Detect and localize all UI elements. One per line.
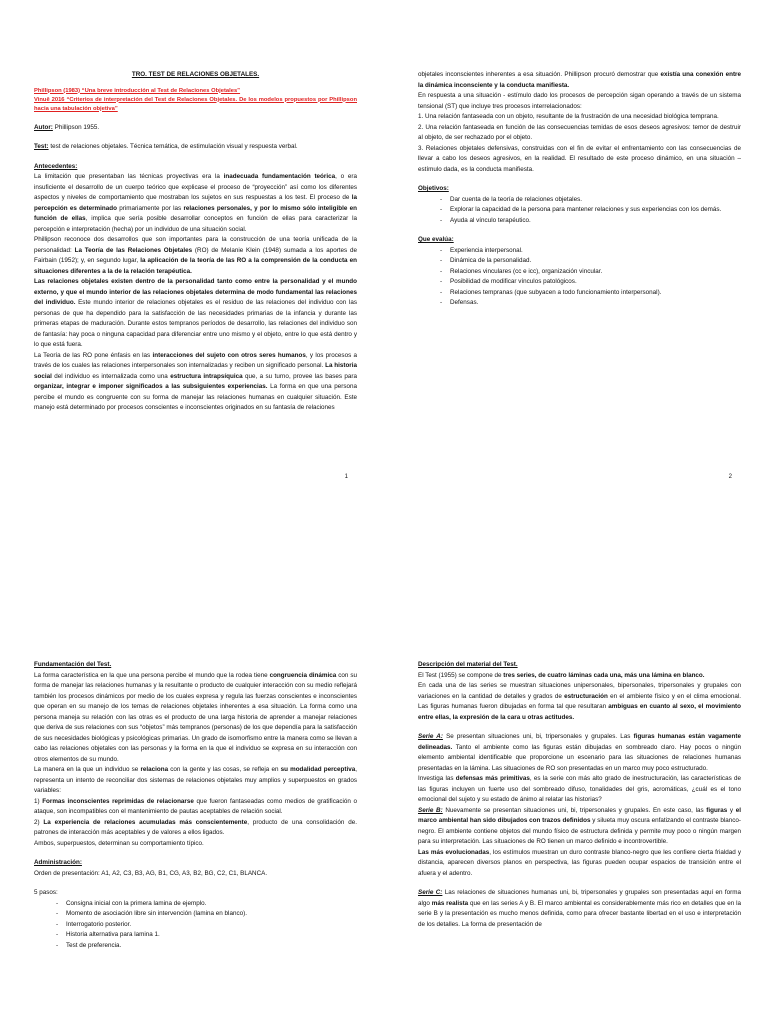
test-line: Test: test de relaciones objetales. Técnica temática, de estimulación visual y respuesta verbal. <box>34 143 298 150</box>
paragraph: En respuesta a una situación - estímulo dado los procesos de percepción sigan operando a través de un sistema tensional (ST) que incluye tres procesos interrelacionados: <box>418 92 741 110</box>
list-item: - Experiencia interpersonal. <box>440 246 741 257</box>
reference-1: Phillipson (1983) “Una breve introducción al Test de Relaciones Objetales” <box>34 87 241 94</box>
descripcion-heading: Descripción del material del Test. <box>418 661 518 668</box>
paragraph: Las más evolucionadas, los estímulos muestran un duro contraste blanco-negro que les confiere cierta frialdad y distancia, aparecen diversos planos en perspectiva, las figuras pueden ocupar espacios de transición entre el afuera y el adentro. <box>418 848 741 877</box>
fundamentacion-heading: Fundamentación del Test. <box>34 661 112 668</box>
page-1 <box>0 0 384 512</box>
page-3 <box>0 512 384 1024</box>
paragraph: La manera en la que un individuo se relaciona con la gente y las cosas, se refleja en su modalidad perceptiva, representa un intento de reconciliar dos sistemas de relaciones objetales muy amplios y superpuestos en grados variables: <box>34 766 357 794</box>
list-item: - Interrogatorio posterior. <box>56 920 357 931</box>
paragraph: 1. Una relación fantaseada con un objeto, resultante de la frustración de una necesidad biológica temprana. <box>418 113 719 120</box>
list-item: - Dinámica de la personalidad. <box>440 256 741 267</box>
paragraph: Orden de presentación: A1, A2, C3, B3, AG, B1, CG, A3, B2, BG, C2, C1, BLANCA. <box>34 869 268 877</box>
list-item: - Relaciones vinculares (cc e icc), organización vincular. <box>440 267 741 278</box>
que-evalua-heading: Que evalúa: <box>418 236 454 243</box>
test-label: Test: <box>34 143 49 150</box>
pasos-list <box>34 899 357 952</box>
autor-label: Autor: <box>34 123 53 131</box>
paragraph: Serie A: Se presentan situaciones uni, bi, tripersonales y grupales. Las figuras humanas están vagamente delineadas. Tanto el ambiente como las figuras están dibujadas en sombreado claro. Hay pocos o ningún elemento ambiental identificable que proporcione un escenario para las situaciones de relaciones humanas presentadas en la lámina. Las situaciones de RO son presentadas en un marco muy poco estructurado. <box>418 733 741 772</box>
list-item: - Test de preferencia. <box>56 941 357 952</box>
administracion-heading: Administración: <box>34 859 82 866</box>
list-item: - Consigna inicial con la primera lamina de ejemplo. <box>56 899 357 910</box>
evalua-list <box>418 246 741 309</box>
list-item: - Momento de asociación libre sin intervención (lamina en blanco). <box>56 909 357 920</box>
paragraph: La limitación que presentaban las técnicas proyectivas era la inadecuada fundamentación teórica, o era insuficiente el desarrollo de un cuerpo teórico que explicase el proceso de “proyección” así como los diferentes aspectos y niveles de comportamiento que mostraban los sujetos en sus respuestas a los test. El proceso de la percepción es determinado primariamente por las relaciones personales, y por lo mismo sólo inteligible en función de ellas, implica que sería posible desarrollar conceptos en función de ellas para caracterizar la percepción e interpretación (hecha) por un individuo de una situación social. <box>34 173 357 233</box>
objetivos-list <box>418 195 741 227</box>
paragraph: El Test (1955) se compone de tres series, de cuatro láminas cada una, más una lámina en blanco. <box>418 671 705 679</box>
page-number: 2 <box>728 473 732 480</box>
document-title: TRO. TEST DE RELACIONES OBJETALES. <box>131 71 260 78</box>
pasos-label: 5 pasos: <box>34 889 58 896</box>
antecedentes-heading: Antecedentes: <box>34 162 78 170</box>
paragraph: Investiga las defensas más primitivas, es la serie con más alto grado de inestructuración, las características de las figuras incluyen un fuerte uso del sombreado difuso, tonalidades del gris, acromáticas, ¿cuál es el tono emocional del sujeto y su estado de ánimo al relatar las historias? <box>418 775 741 803</box>
paragraph: 1) Formas inconscientes reprimidas de relacionarse que fueron fantaseadas como medios de gratificación o ataque, son incompatibles con el mantenimiento de pautas aceptables de relación social. <box>34 797 357 815</box>
paragraph: 2. Una relación fantaseada en función de las consecuencias temidas de esos deseos agresivos: temor de destruir al objeto, de ser rechazado por el objeto. <box>418 123 741 141</box>
reference-2: Vinuê 2016 “Criterios de interpretación del Test de Relaciones Objetales. De los modelos propuestos por Phillipson hacia una tabulación objetiva” <box>34 96 357 112</box>
list-item: - Relaciones tempranas (que subyacen a todo funcionamiento interpersonal). <box>440 288 741 299</box>
paragraph: La Teoría de las RO pone énfasis en las interacciones del sujeto con otros seres humanos, y los procesos a través de los cuales las relaciones interpersonales son internalizadas y reciben un significado personal. La historia social del individuo es internalizada como una estructura intrapsíquica que, a su turno, provee las bases para organizar, integrar e imponer significados a las subsiguientes experiencias. La forma en que una persona percibe el mundo es congruente con su forma de manejar las relaciones humanas en cualquier situación. Este manejo está determinado por procesos conscientes e inconscientes originados en su fantasía de relaciones <box>34 351 358 411</box>
list-item: - Defensas. <box>440 298 741 309</box>
list-item: - Posibilidad de modificar vínculos patológicos. <box>440 277 741 288</box>
list-item: - Explorar la capacidad de la persona para mantener relaciones y sus experiencias con los demás. <box>440 205 741 216</box>
list-item: - Ayuda al vínculo terapéutico. <box>440 216 741 227</box>
paragraph: La forma característica en la que una persona percibe el mundo que la rodea tiene congruencia dinámica con su forma de manejar las relaciones humanas y la resultante o producto de cualquier interacción con su medio reflejará también los procesos dinámicos por medio de los cuales expresa y regula las fuerzas conscientes e inconscientes que operan en su manejo de los temas de relaciones objetales inherentes a esa situación. La forma como una persona maneja su relación con las otras es el producto de una larga historia de aprender a manejar relaciones que deriva de sus relaciones con sus “objetos” más tempranos (personas) de los que dependía para la satisfacción de sus necesidades biológicas y psicológicas primarias. Un grado de isomorfismo entre la manera como se llevan a cabo las relaciones objetales con las personas y la forma en la que el individuo se expresa en su interacción con otros elementos de su mundo. <box>34 671 357 763</box>
paragraph: Serie C: Las relaciones de situaciones humanas uni, bi, tripersonales y grupales son presentadas aquí en forma algo más realista que en las series A y B. El marco ambiental es considerablemente más rico en detalles que en la serie B y la presentación es mucho menos definida, como para ofrecer bastante libertad en el uso e interpretación de los detalles. La forma de presentación de <box>418 889 741 928</box>
paragraph: Serie B: Nuevamente se presentan situaciones uni, bi, tripersonales y grupales. En este caso, las figuras y el marco ambiental han sido dibujados con trazos definidos y silueta muy oscura enfatizando el contraste blanco-negro. El ambiente contiene objetos del mundo físico de estructura definida y permite muy poco o ningún margen para su interpretación. Las situaciones de RO tienen un marco definido e incontrovertible. <box>418 806 741 845</box>
paragraph: En cada una de las series se muestran situaciones unipersonales, bipersonales, tripersonales y grupales con variaciones en la cantidad de detalles y grados de estructuración en el ambiente físico y en el clima emocional. Las figuras humanas fueron dibujadas en forma tal que resultaran ambiguas en cuanto al sexo, el movimiento entre ellas, la expresión de la cara u otras actitudes. <box>418 682 741 721</box>
paragraph: Ambos, superpuestos, determinan su comportamiento típico. <box>34 839 204 847</box>
paragraph: Las relaciones objetales existen dentro de la personalidad tanto como entre la personalidad y el mundo externo, y que el mundo interior de las relaciones objetales determina de modo fundamental las relaciones del individuo. Este mundo interior de relaciones objetales es el residuo de las relaciones del individuo con las personas de que ha dependido para la satisfacción de las necesidades primarias de la infancia y durante las primeras etapas de maduración. Durante estos tempranos períodos de desarrollo, las relaciones del individuo son de fantasía: hay poca o ninguna capacidad para diferenciar entre uno mismo y el objeto, entre lo que está dentro y lo que está fuera. <box>34 278 357 348</box>
paragraph: Phillipson reconoce dos desarrollos que son importantes para la construcción de una teoría unificada de la personalidad: La Teoría de las Relaciones Objetales (RO) de Melanie Klein (1948) sumada a los aportes de Fairbain (1952); y, en segundo lugar, la aplicación de la teoría de las RO a la comprensión de la conducta en situaciones diferentes a la de la relación terapéutica. <box>34 236 358 275</box>
list-item: - Historia alternativa para lamina 1. <box>56 930 357 941</box>
page-2 <box>384 0 768 512</box>
paragraph: 3. Relaciones objetales defensivas, construidas con el fin de evitar el enfrentamiento con las consecuencias de llevar a cabo los deseos agresivos, en la realidad. El resultado de este proceso dinámico, en una situación – estímulo dada, es la conducta manifiesta. <box>418 144 741 173</box>
objetivos-heading: Objetivos: <box>418 185 449 192</box>
page-4 <box>384 512 768 1024</box>
list-item: - Dar cuenta de la teoría de relaciones objetales. <box>440 195 741 206</box>
page-number: 1 <box>344 473 348 480</box>
paragraph: 2) La experiencia de relaciones acumuladas más conscientemente, producto de una consolidación de. patrones de interacción más aceptables y de valores a ellos ligados. <box>34 818 357 836</box>
paragraph: objetales inconscientes inherentes a esa situación. Phillipson procuró demostrar que existía una conexión entre la dinámica inconsciente y la conducta manifiesta. <box>418 71 741 89</box>
autor-line: Autor: Phillipson 1955. <box>34 123 100 131</box>
